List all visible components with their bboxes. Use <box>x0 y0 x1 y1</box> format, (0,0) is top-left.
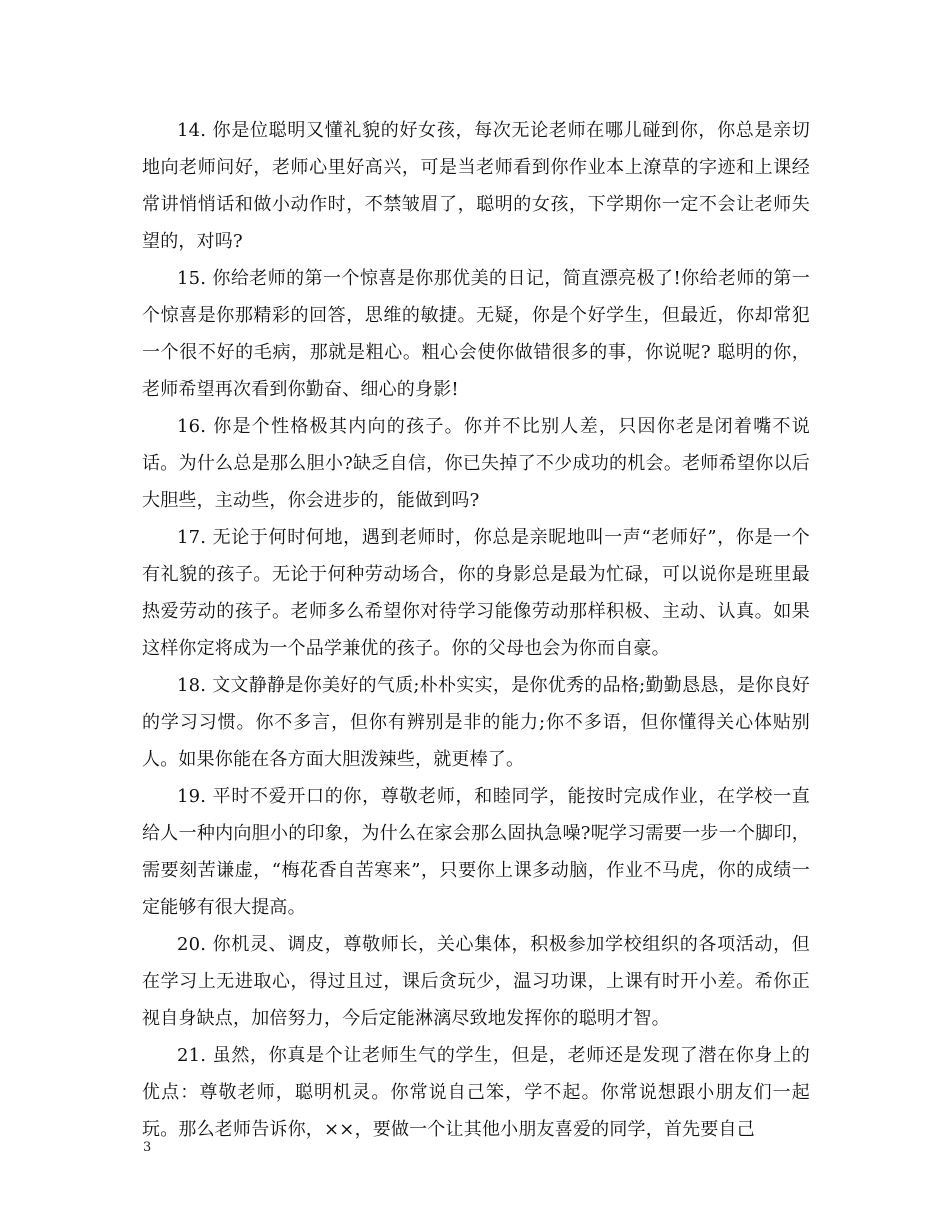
page-number: 3 <box>143 1140 152 1155</box>
paragraph-19: 19. 平时不爱开口的你，尊敬老师，和睦同学，能按时完成作业，在学校一直给人一种内向胆小的印象，为什么在家会那么固执急噪?呢学习需要一步一个脚印，需要刻苦谦虚，“梅花香自苦寒来”，只要你上课多动脑，作业不马虎，你的成绩一定能够有很大提高。 <box>142 786 810 918</box>
paragraph-16: 16. 你是个性格极其内向的孩子。你并不比别人差，只因你老是闭着嘴不说话。为什么总是那么胆小?缺乏自信，你已失掉了不少成功的机会。老师希望你以后大胆些，主动些，你会进步的，能做到吗? <box>142 416 810 511</box>
paragraph-20: 20. 你机灵、调皮，尊敬师长，关心集体，积极参加学校组织的各项活动，但在学习上无进取心，得过且过，课后贪玩少，温习功课，上课有时开小差。希你正视自身缺点，加倍努力，今后定能淋漓尽致地发挥你的聪明才智。 <box>142 934 810 1029</box>
paragraph-18: 18. 文文静静是你美好的气质;朴朴实实，是你优秀的品格;勤勤恳恳，是你良好的学习习惯。你不多言，但你有辨别是非的能力;你不多语，但你懂得关心体贴别人。如果你能在各方面大胆泼辣些，就更棒了。 <box>142 675 810 770</box>
paragraph-17: 17. 无论于何时何地，遇到老师时，你总是亲昵地叫一声“老师好”，你是一个有礼貌的孩子。无论于何种劳动场合，你的身影总是最为忙碌，可以说你是班里最热爱劳动的孩子。老师多么希望你对待学习能像劳动那样积极、主动、认真。如果这样你定将成为一个品学兼优的孩子。你的父母也会为你而自豪。 <box>142 527 810 659</box>
paragraph-14: 14. 你是位聪明又懂礼貌的好女孩，每次无论老师在哪儿碰到你，你总是亲切地向老师问好，老师心里好高兴，可是当老师看到你作业本上潦草的字迹和上课经常讲悄悄话和做小动作时，不禁皱眉了，聪明的女孩，下学期你一定不会让老师失望的，对吗? <box>142 120 810 252</box>
paragraph-15: 15. 你给老师的第一个惊喜是你那优美的日记，简直漂亮极了!你给老师的第一个惊喜是你那精彩的回答，思维的敏捷。无疑，你是个好学生，但最近，你却常犯一个很不好的毛病，那就是粗心。粗心会使你做错很多的事，你说呢? 聪明的你，老师希望再次看到你勤奋、细心的身影! <box>142 268 810 400</box>
body-text <box>142 112 810 1148</box>
paragraph-21: 21. 虽然，你真是个让老师生气的学生，但是，老师还是发现了潜在你身上的优点：尊敬老师，聪明机灵。你常说自己笨，学不起。你常说想跟小朋友们一起玩。那么老师告诉你，××，要做一个让其他小朋友喜爱的同学，首先要自己 <box>142 1045 810 1140</box>
